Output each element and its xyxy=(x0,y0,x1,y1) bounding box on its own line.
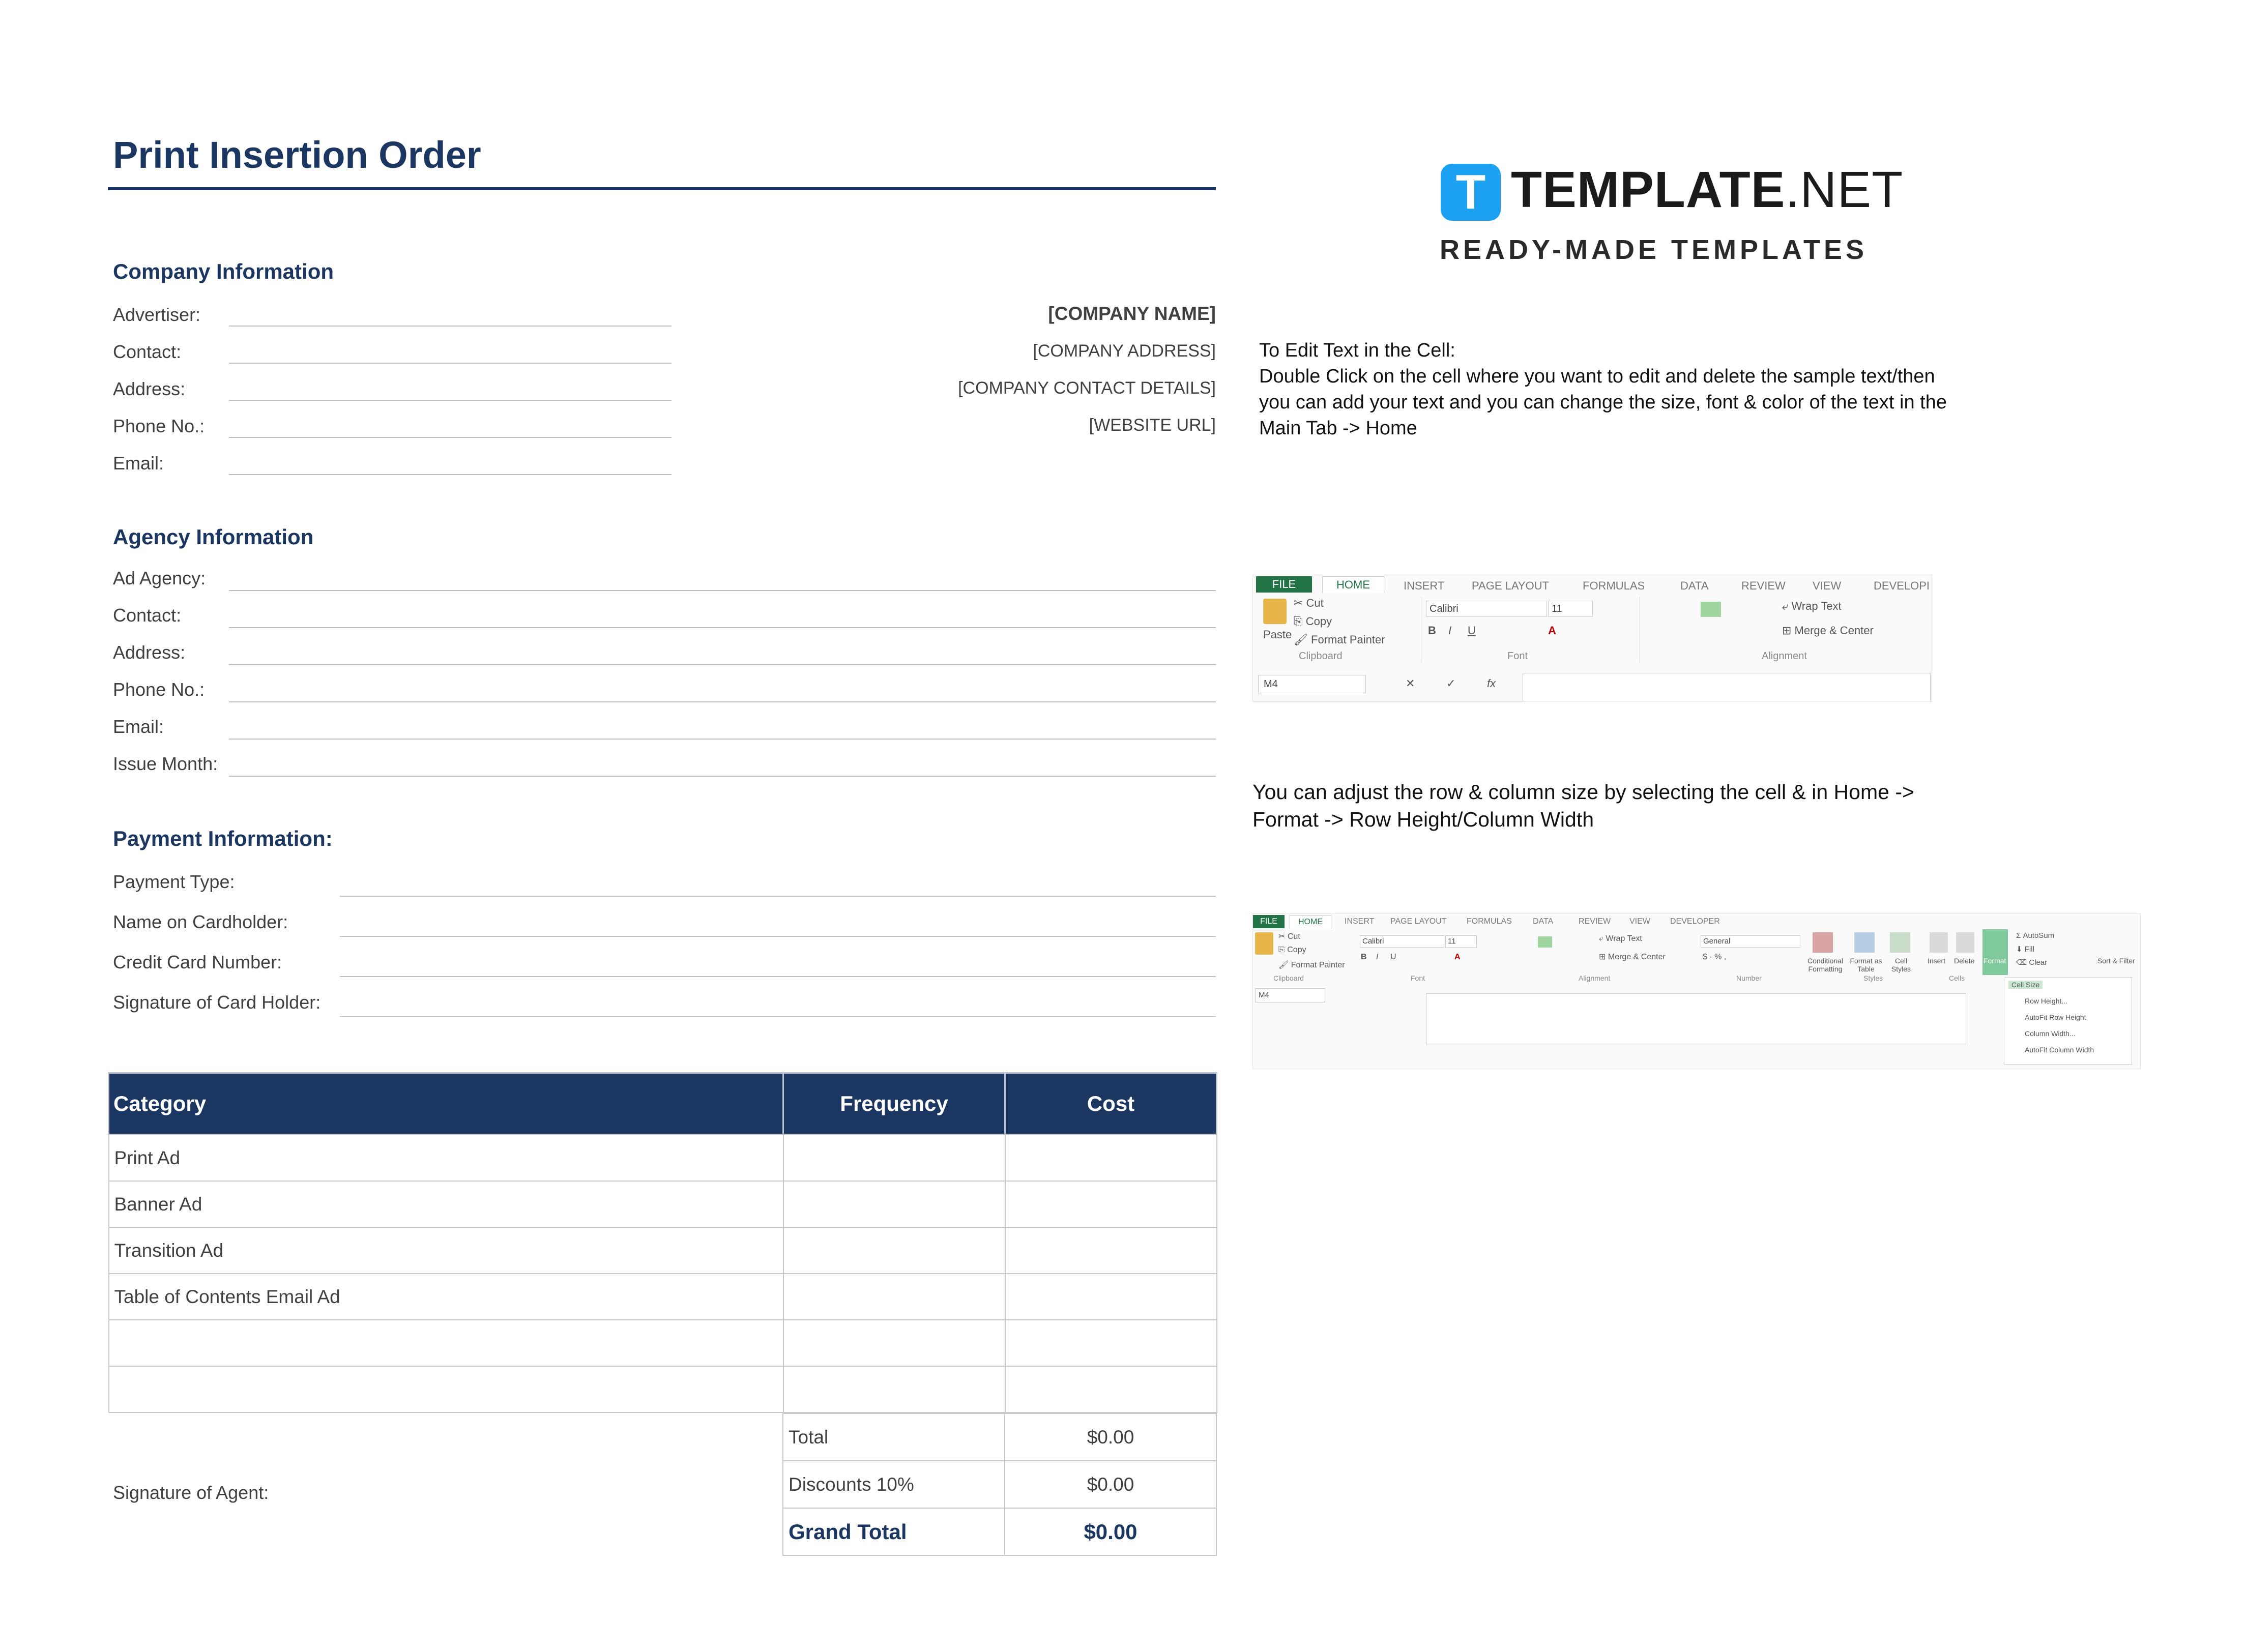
review-tab[interactable]: REVIEW xyxy=(1741,579,1786,592)
excel-ribbon-screenshot-2 xyxy=(1252,913,2141,1069)
page-layout-tab[interactable]: PAGE LAYOUT xyxy=(1390,917,1447,926)
italic-icon[interactable]: I xyxy=(1448,624,1452,637)
issue-month-label: Issue Month: xyxy=(113,753,218,774)
company-address[interactable]: [COMPANY ADDRESS] xyxy=(1033,341,1216,361)
address-field[interactable] xyxy=(229,400,672,401)
agency-contact-field[interactable] xyxy=(229,627,1216,628)
payment-info-heading: Payment Information: xyxy=(113,827,333,850)
table-row xyxy=(109,1274,1217,1320)
category-cell[interactable] xyxy=(109,1320,783,1366)
format-label[interactable]: Format xyxy=(1984,957,2006,965)
logo-brand-suffix: .NET xyxy=(1785,161,1904,218)
frequency-cell[interactable] xyxy=(783,1320,1005,1366)
review-tab[interactable]: REVIEW xyxy=(1579,917,1611,926)
menu-item-row-height[interactable]: Row Height... xyxy=(2025,997,2068,1005)
agency-contact-label: Contact: xyxy=(113,605,182,626)
grand-total-label: Grand Total xyxy=(783,1508,1005,1555)
copy-label: Copy xyxy=(1287,946,1306,954)
logo-tagline: READY-MADE TEMPLATES xyxy=(1440,234,1868,265)
underline-icon[interactable]: U xyxy=(1390,953,1396,961)
company-info-heading: Company Information xyxy=(113,259,334,283)
format-as-table-icon[interactable] xyxy=(1854,932,1875,953)
table-header-row xyxy=(109,1073,1217,1135)
card-number-label: Credit Card Number: xyxy=(113,952,282,972)
card-signature-field[interactable] xyxy=(340,1016,1216,1017)
format-dropdown-menu xyxy=(2004,977,2132,1065)
table-row xyxy=(109,1366,1217,1412)
name-box[interactable]: M4 xyxy=(1258,675,1366,693)
logo-letter: T xyxy=(1455,165,1486,219)
summary-table xyxy=(782,1413,1217,1556)
sort-filter-label[interactable]: Sort & Filter xyxy=(2097,957,2135,965)
agency-phone-label: Phone No.: xyxy=(113,679,205,700)
cost-cell[interactable] xyxy=(1005,1320,1217,1366)
grand-total-row xyxy=(783,1508,1216,1555)
view-tab[interactable]: VIEW xyxy=(1629,917,1650,926)
wrap-text-button[interactable]: ⤶ Wrap Text xyxy=(1782,600,1842,612)
total-label: Total xyxy=(783,1413,1005,1461)
table-row xyxy=(109,1181,1217,1227)
insert-cells-icon[interactable] xyxy=(1930,932,1948,953)
agency-address-label: Address: xyxy=(113,642,186,663)
table-row xyxy=(109,1227,1217,1274)
agent-signature-label: Signature of Agent: xyxy=(113,1482,269,1503)
ad-agency-field[interactable] xyxy=(229,590,1216,591)
copy-label: Copy xyxy=(1305,615,1332,628)
cut-button[interactable]: ✂ Cut xyxy=(1278,932,1300,941)
logo-brand: TEMPLATE xyxy=(1511,161,1786,218)
conditional-formatting-label[interactable]: Conditional Formatting xyxy=(1807,957,1844,973)
grand-total-value: $0.00 xyxy=(1005,1508,1216,1555)
table-row xyxy=(109,1320,1217,1366)
phone-field[interactable] xyxy=(229,437,672,438)
menu-item-cell-size[interactable]: Cell Size xyxy=(2008,981,2043,989)
template-logo-icon xyxy=(1441,164,1501,221)
logo-wordmark xyxy=(1511,161,1903,219)
cell-styles-icon[interactable] xyxy=(1890,932,1910,953)
email-label: Email: xyxy=(113,453,164,474)
font-name-box[interactable]: Calibri xyxy=(1360,935,1444,948)
cancel-icon[interactable]: ✕ xyxy=(1406,677,1415,690)
category-header: Category xyxy=(109,1073,783,1135)
menu-item-autofit-row-height[interactable]: AutoFit Row Height xyxy=(2025,1013,2086,1021)
format-as-table-label[interactable]: Format as Table xyxy=(1850,957,1882,973)
format-button[interactable] xyxy=(1982,929,2008,975)
delete-cells-icon[interactable] xyxy=(1956,932,1974,953)
formula-bar[interactable] xyxy=(1426,993,1966,1045)
font-group-label: Font xyxy=(1507,651,1528,662)
clear-button[interactable]: ⌫ Clear xyxy=(2016,958,2048,967)
resize-instructions xyxy=(1252,778,1914,833)
align-middle-icon[interactable] xyxy=(1701,602,1721,617)
payment-type-field[interactable] xyxy=(340,896,1216,897)
cost-header: Cost xyxy=(1005,1073,1217,1135)
advertiser-field[interactable] xyxy=(229,326,672,327)
number-format-box[interactable]: General xyxy=(1701,935,1800,948)
developer-tab[interactable]: DEVELOPI xyxy=(1874,579,1930,592)
edit-instruction-line: Double Click on the cell where you want to edit and delete the sample text/then xyxy=(1259,366,1935,387)
italic-icon[interactable]: I xyxy=(1376,953,1379,961)
bold-icon[interactable]: B xyxy=(1361,953,1367,961)
copy-button[interactable]: ⎘ Copy xyxy=(1278,946,1306,954)
cost-cell[interactable] xyxy=(1005,1135,1217,1182)
wrap-text-label: Wrap Text xyxy=(1791,600,1842,612)
data-tab[interactable]: DATA xyxy=(1533,917,1554,926)
website-url[interactable]: [WEBSITE URL] xyxy=(1089,416,1216,435)
clipboard-group-label: Clipboard xyxy=(1273,974,1304,982)
resize-instruction-line: You can adjust the row & column size by selecting the cell & in Home -> xyxy=(1252,780,1914,804)
edit-instruction-line: To Edit Text in the Cell: xyxy=(1259,340,1455,361)
currency-icon[interactable]: $ · % , xyxy=(1703,953,1727,961)
alignment-group-label: Alignment xyxy=(1762,651,1807,662)
font-color-icon[interactable]: A xyxy=(1548,624,1556,637)
home-tab[interactable]: HOME xyxy=(1290,915,1331,929)
home-tab[interactable]: HOME xyxy=(1322,576,1384,593)
view-tab[interactable]: VIEW xyxy=(1813,579,1842,592)
category-table xyxy=(108,1072,1217,1413)
contact-field[interactable] xyxy=(229,363,672,364)
copy-button[interactable]: ⎘ Copy xyxy=(1294,615,1332,628)
frequency-cell[interactable] xyxy=(783,1274,1005,1320)
frequency-cell[interactable] xyxy=(783,1227,1005,1274)
agency-email-label: Email: xyxy=(113,716,164,737)
agency-phone-field[interactable] xyxy=(229,701,1216,702)
format-painter-button[interactable]: 🖌 Format Painter xyxy=(1294,633,1385,646)
developer-tab[interactable]: DEVELOPER xyxy=(1670,917,1720,926)
page-title: Print Insertion Order xyxy=(113,134,481,176)
frequency-cell[interactable] xyxy=(783,1181,1005,1227)
total-value: $0.00 xyxy=(1005,1413,1216,1461)
cost-cell[interactable] xyxy=(1005,1181,1217,1227)
edit-instructions xyxy=(1259,338,1947,441)
table-row xyxy=(109,1135,1217,1182)
ad-agency-label: Ad Agency: xyxy=(113,568,206,588)
cost-cell[interactable] xyxy=(1005,1227,1217,1274)
font-size-box[interactable]: 11 xyxy=(1548,601,1593,617)
font-color-icon[interactable]: A xyxy=(1454,953,1461,961)
resize-instruction-line: Format -> Row Height/Column Width xyxy=(1252,808,1594,831)
clear-label: Clear xyxy=(2029,958,2048,967)
font-name-box[interactable]: Calibri xyxy=(1426,601,1547,617)
total-row xyxy=(783,1413,1216,1461)
discount-value: $0.00 xyxy=(1005,1461,1216,1508)
company-contact-details[interactable]: [COMPANY CONTACT DETAILS] xyxy=(958,378,1216,398)
frequency-cell[interactable] xyxy=(783,1366,1005,1412)
cut-button[interactable]: ✂ Cut xyxy=(1294,597,1324,609)
category-cell[interactable]: Table of Contents Email Ad xyxy=(109,1274,783,1320)
autosum-label: AutoSum xyxy=(2023,931,2055,940)
category-cell[interactable]: Banner Ad xyxy=(109,1181,783,1227)
paste-icon[interactable] xyxy=(1255,932,1273,955)
name-box[interactable]: M4 xyxy=(1255,988,1325,1002)
payment-type-label: Payment Type: xyxy=(113,871,235,892)
frequency-header: Frequency xyxy=(783,1073,1005,1135)
cut-label: Cut xyxy=(1306,597,1324,609)
menu-item-column-width[interactable]: Column Width... xyxy=(2025,1029,2076,1038)
paste-label[interactable]: Paste xyxy=(1263,628,1292,641)
font-group-label: Font xyxy=(1411,974,1425,982)
edit-instruction-line: Main Tab -> Home xyxy=(1259,418,1417,439)
fx-icon[interactable]: fx xyxy=(1487,677,1496,690)
cells-group-label: Cells xyxy=(1949,974,1965,982)
clipboard-group-label: Clipboard xyxy=(1299,651,1343,662)
advertiser-label: Advertiser: xyxy=(113,304,201,325)
issue-month-field[interactable] xyxy=(229,776,1216,777)
insert-tab[interactable]: INSERT xyxy=(1404,579,1445,592)
align-middle-icon[interactable] xyxy=(1538,936,1552,948)
cardholder-name-label: Name on Cardholder: xyxy=(113,911,288,932)
card-signature-label: Signature of Card Holder: xyxy=(113,992,321,1013)
frequency-cell[interactable] xyxy=(783,1135,1005,1182)
merge-center-label: Merge & Center xyxy=(1794,624,1874,637)
file-tab[interactable]: FILE xyxy=(1253,915,1285,928)
fill-button[interactable]: ⬇ Fill xyxy=(2016,945,2034,954)
wrap-text-button[interactable]: ⤶ Wrap Text xyxy=(1599,934,1642,943)
file-tab[interactable]: FILE xyxy=(1256,576,1312,593)
alignment-group-label: Alignment xyxy=(1579,974,1611,982)
paste-icon[interactable] xyxy=(1263,599,1287,624)
title-divider xyxy=(108,187,1216,190)
company-name[interactable]: [COMPANY NAME] xyxy=(1048,303,1216,324)
font-size-box[interactable]: 11 xyxy=(1445,935,1477,948)
cost-cell[interactable] xyxy=(1005,1366,1217,1412)
data-tab[interactable]: DATA xyxy=(1680,579,1709,592)
number-group-label: Number xyxy=(1736,974,1762,982)
insert-tab[interactable]: INSERT xyxy=(1345,917,1375,926)
fill-label: Fill xyxy=(2024,945,2034,954)
menu-item-autofit-column-width[interactable]: AutoFit Column Width xyxy=(2025,1046,2094,1054)
page-layout-tab[interactable]: PAGE LAYOUT xyxy=(1472,579,1550,592)
excel-ribbon-screenshot-1 xyxy=(1252,575,1932,702)
underline-icon[interactable]: U xyxy=(1468,624,1476,637)
format-painter-label: Format Painter xyxy=(1311,633,1385,646)
category-cell[interactable]: Print Ad xyxy=(109,1135,783,1182)
contact-label: Contact: xyxy=(113,341,182,362)
enter-icon[interactable]: ✓ xyxy=(1446,677,1456,690)
agency-info-heading: Agency Information xyxy=(113,525,314,549)
discount-row xyxy=(783,1461,1216,1508)
agency-address-field[interactable] xyxy=(229,664,1216,665)
category-cell[interactable]: Transition Ad xyxy=(109,1227,783,1274)
merge-center-label: Merge & Center xyxy=(1608,953,1666,961)
autosum-button[interactable]: Σ AutoSum xyxy=(2016,931,2055,940)
format-painter-label: Format Painter xyxy=(1291,961,1345,969)
conditional-formatting-icon[interactable] xyxy=(1813,932,1833,953)
email-field[interactable] xyxy=(229,474,672,475)
cost-cell[interactable] xyxy=(1005,1274,1217,1320)
wrap-text-label: Wrap Text xyxy=(1606,934,1642,943)
phone-label: Phone No.: xyxy=(113,416,205,436)
category-cell[interactable] xyxy=(109,1366,783,1412)
format-painter-button[interactable]: 🖌 Format Painter xyxy=(1278,961,1345,969)
edit-instruction-line: you can add your text and you can change the size, font & color of the text in the xyxy=(1259,392,1947,413)
formulas-tab[interactable]: FORMULAS xyxy=(1583,579,1645,592)
merge-center-button[interactable]: ⊞ Merge & Center xyxy=(1782,624,1874,637)
cell-styles-label[interactable]: Cell Styles xyxy=(1891,957,1911,973)
styles-group-label: Styles xyxy=(1863,974,1883,982)
formulas-tab[interactable]: FORMULAS xyxy=(1467,917,1512,926)
cut-label: Cut xyxy=(1287,932,1300,941)
delete-cells-label[interactable]: Delete xyxy=(1954,957,1975,965)
card-number-field[interactable] xyxy=(340,976,1216,977)
bold-icon[interactable]: B xyxy=(1428,624,1436,637)
cardholder-name-field[interactable] xyxy=(340,936,1216,937)
merge-center-button[interactable]: ⊞ Merge & Center xyxy=(1599,953,1666,961)
agency-email-field[interactable] xyxy=(229,739,1216,740)
insert-cells-label[interactable]: Insert xyxy=(1928,957,1946,965)
formula-bar[interactable] xyxy=(1523,673,1931,702)
discount-label: Discounts 10% xyxy=(783,1461,1005,1508)
address-label: Address: xyxy=(113,378,186,399)
